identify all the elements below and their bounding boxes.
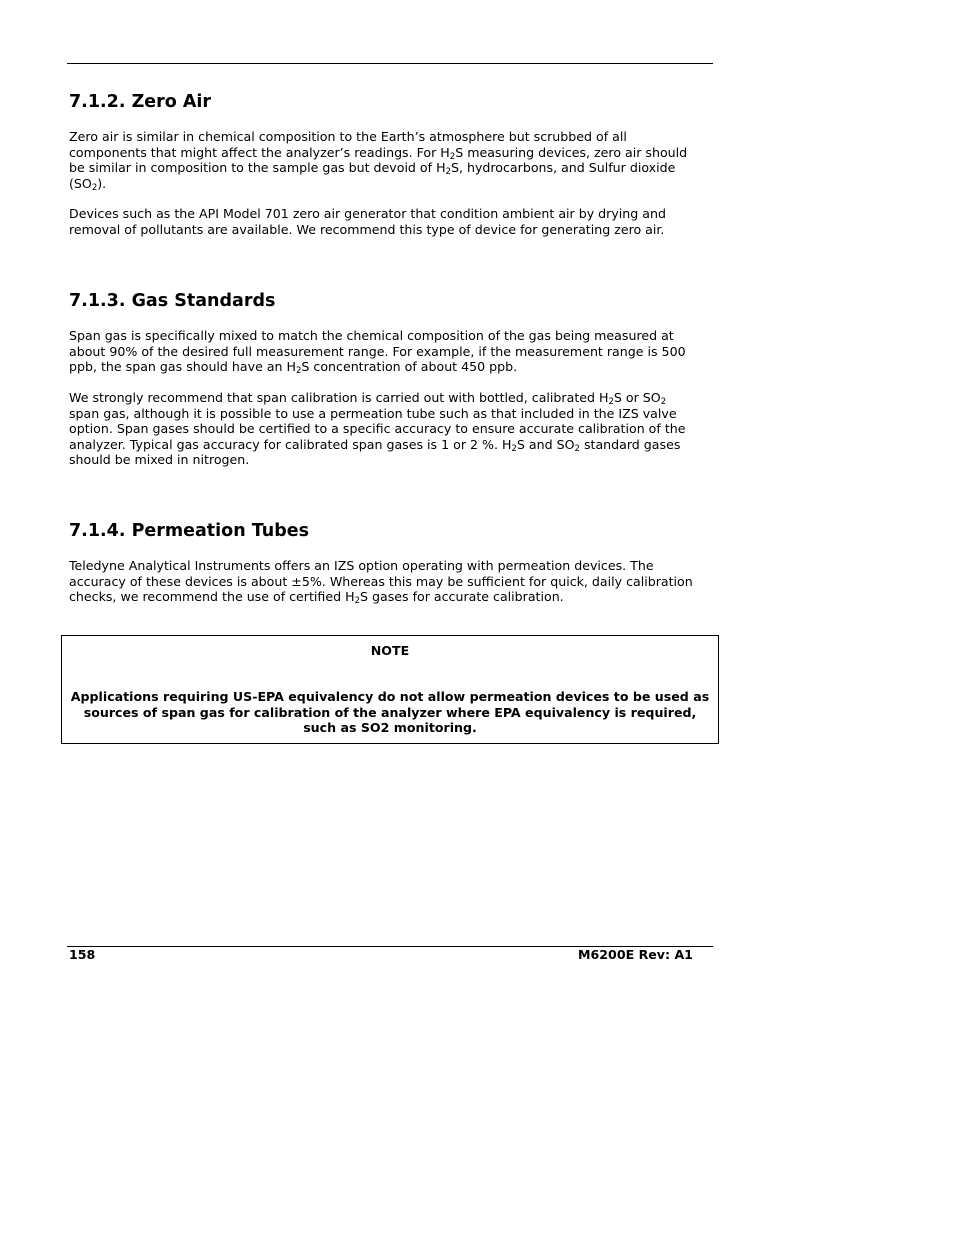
note-box — [61, 635, 719, 744]
note-line: Applications requiring US-EPA equivalency do not allow permeation devices to be used as — [70, 689, 710, 704]
text-line: Teledyne Analytical Instruments offers an IZS option operating with permeation devices. The — [69, 558, 654, 573]
text-line: be similar in composition to the sample gas but devoid of $H_2S$, hydrocarbons, and Sulfur dioxide — [69, 160, 676, 177]
text-line: analyzer. Typical gas accuracy for calibrated span gases is 1 or 2 %. $H_2S$ and $SO_2$ standard gases — [69, 436, 681, 454]
text-line: ppb, the span gas should have an $H_2S$ concentration of about 450 ppb. — [69, 359, 518, 376]
section-heading-permeation-tubes: 7.1.4. Permeation Tubes — [69, 521, 310, 541]
text-line: about 90% of the desired full measurement range. For example, if the measurement range is 500 — [69, 343, 686, 359]
note-line: such as SO2 monitoring. — [303, 720, 477, 735]
section-heading-zero-air: 7.1.2. Zero Air — [69, 92, 212, 112]
text-line: accuracy of these devices is about ±5%. Whereas this may be sufficient for quick, daily calibration — [69, 573, 693, 589]
text-line: components that might affect the analyzer’s readings. For $H_2S$ measuring devices, zero air should — [69, 144, 688, 162]
text-line: $(SO_2)$. — [69, 175, 107, 193]
zero-air-paragraph-1 — [69, 129, 709, 191]
text-line: Span gas is specifically mixed to match the chemical composition of the gas being measured at — [69, 328, 674, 343]
zero-air-paragraph-2 — [69, 206, 709, 237]
permeation-tubes-paragraph-1 — [69, 558, 709, 605]
text-line: checks, we recommend the use of certified $H_2S$ gases for accurate calibration. — [69, 589, 564, 606]
text-line: Zero air is similar in chemical composition to the Earth’s atmosphere but scrubbed of all — [69, 129, 627, 144]
header-rule — [67, 63, 713, 64]
note-title: NOTE — [370, 643, 410, 658]
text-line: Devices such as the API Model 701 zero air generator that condition ambient air by drying and — [69, 206, 666, 221]
text-line: should be mixed in nitrogen. — [69, 452, 250, 467]
document-revision: M6200E Rev: A1 — [578, 947, 693, 962]
text-line: removal of pollutants are available. We recommend this type of device for generating zero air. — [69, 221, 665, 237]
text-line: span gas, although it is possible to use a permeation tube such as that included in the IZS valve — [69, 405, 677, 421]
text-line: option. Span gases should be certified to a specific accuracy to ensure accurate calibration of the — [69, 421, 686, 436]
note-body — [62, 689, 718, 736]
gas-standards-paragraph-2 — [69, 390, 709, 468]
note-line: sources of span gas for calibration of the analyzer where EPA equivalency is required, — [83, 704, 697, 720]
text-line: We strongly recommend that span calibration is carried out with bottled, calibrated $H_2S$ or $SO_2$ — [69, 390, 667, 407]
page-number: 158 — [69, 947, 96, 962]
section-heading-gas-standards: 7.1.3. Gas Standards — [69, 291, 276, 311]
gas-standards-paragraph-1 — [69, 328, 709, 375]
